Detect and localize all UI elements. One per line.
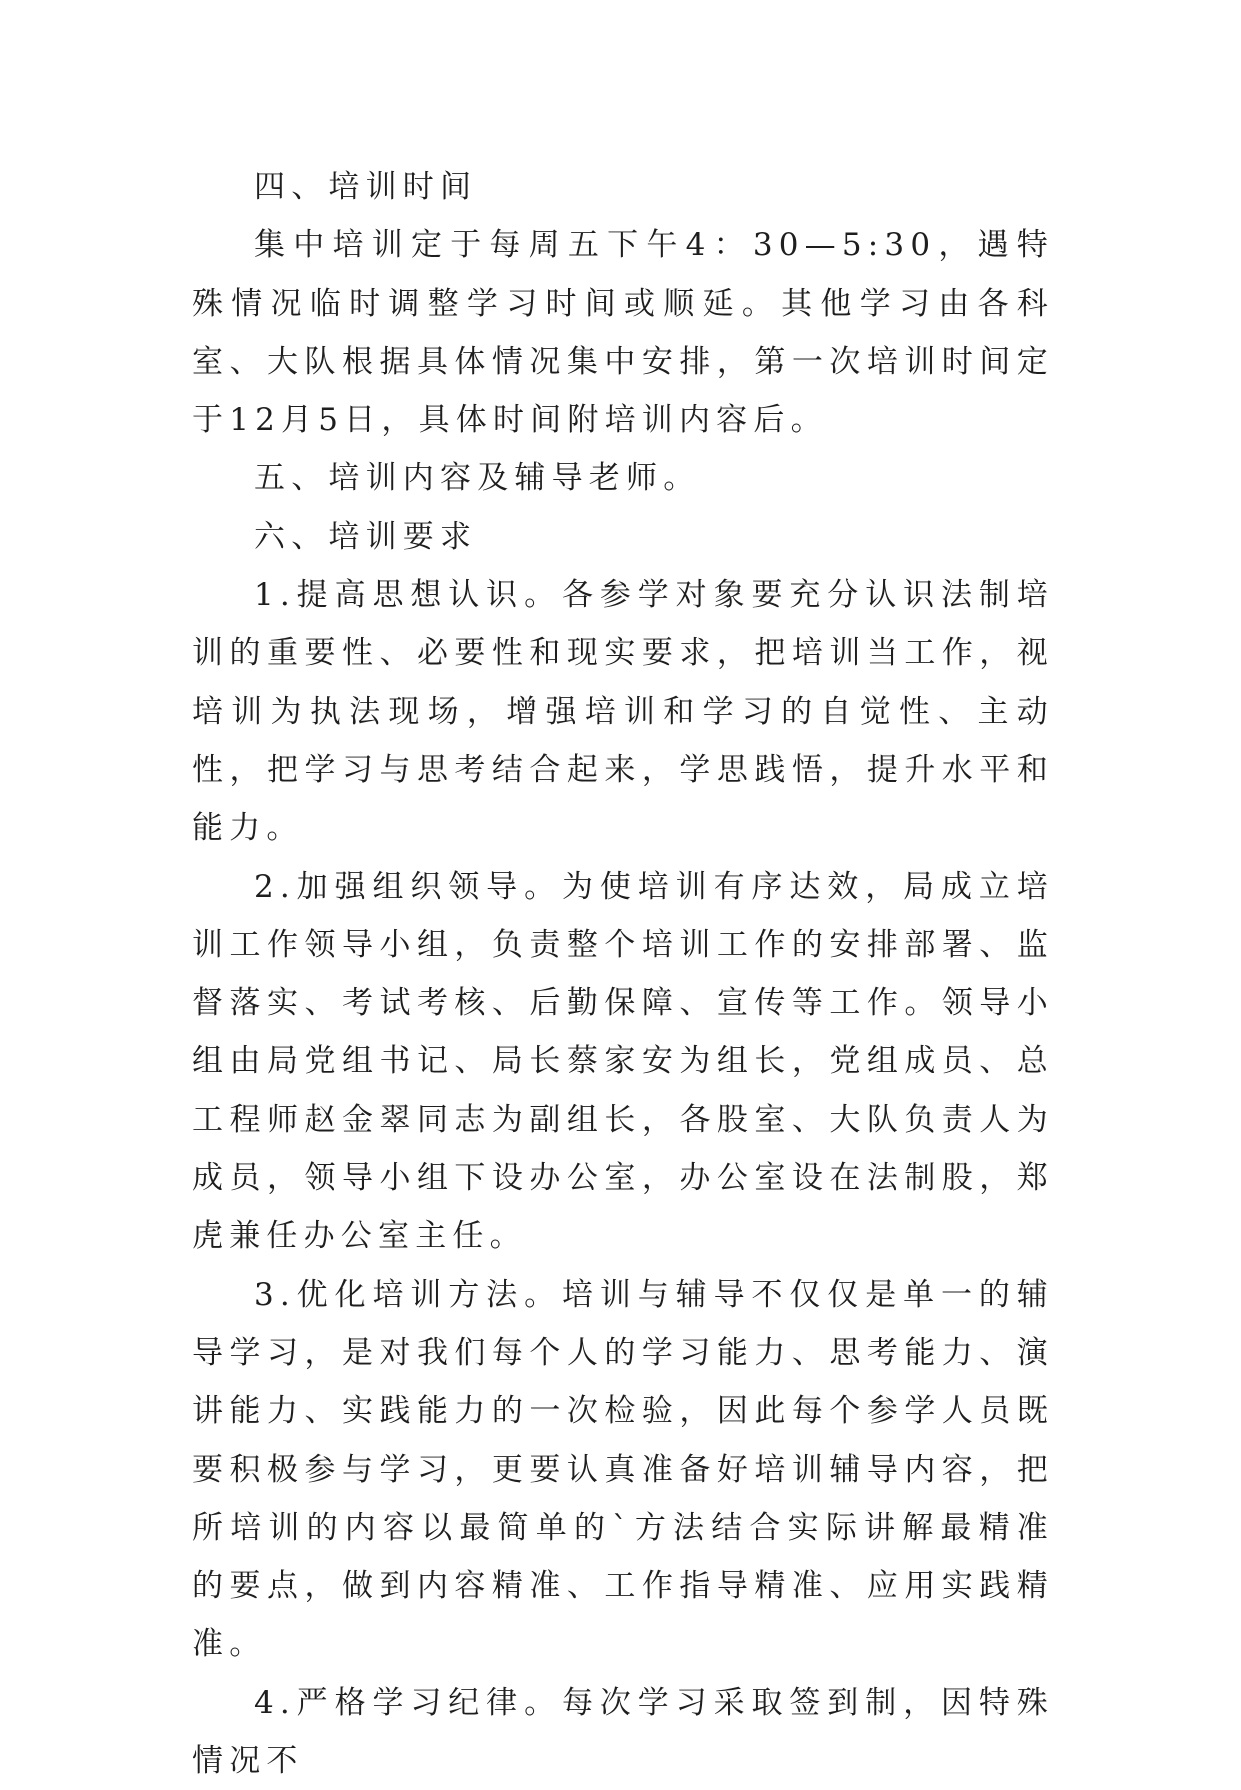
paragraph-requirement-4: 4.严格学习纪律。每次学习采取签到制，因特殊情况不: [192, 1684, 1054, 1780]
section-heading-training-requirements: 六、培训要求: [254, 518, 478, 555]
paragraph-requirement-2: 2.加强组织领导。为使培训有序达效，局成立培训工作领导小组，负责整个培训工作的安排部署、监督落实、考试考核、后勤保障、宣传等工作。领导小组由局党组书记、局长蔡家安为组长，党组成员、总工程师赵金翠同志为副组长，各股室、大队负责人为成员，领导小组下设办公室，办公室设在法制股，郑虎兼任办公室主任。: [192, 868, 1054, 1255]
section-heading-training-time: 四、培训时间: [254, 169, 478, 205]
paragraph-training-schedule: 集中培训定于每周五下午4：30—5:30，遇特殊情况临时调整学习时间或顺延。其他学习由各科室、大队根据具体情况集中安排，第一次培训时间定于12月5日，具体时间附培训内容后。: [192, 227, 1054, 439]
paragraph-requirement-3: 3.优化培训方法。培训与辅导不仅仅是单一的辅导学习，是对我们每个人的学习能力、思考能力、演讲能力、实践能力的一次检验，因此每个参学人员既要积极参与学习，更要认真准备好培训辅导内容，把所培训的内容以最简单的`方法结合实际讲解最精准的要点，做到内容精准、工作指导精准、应用实践精准。: [192, 1276, 1054, 1663]
section-heading-training-content: 五、培训内容及辅导老师。: [254, 460, 701, 497]
paragraph-requirement-1: 1.提高思想认识。各参学对象要充分认识法制培训的重要性、必要性和现实要求，把培训当工作，视培训为执法现场，增强培训和学习的自觉性、主动性，把学习与思考结合起来，学思践悟，提升水平和能力。: [192, 577, 1054, 847]
document-body: [192, 158, 1054, 1790]
